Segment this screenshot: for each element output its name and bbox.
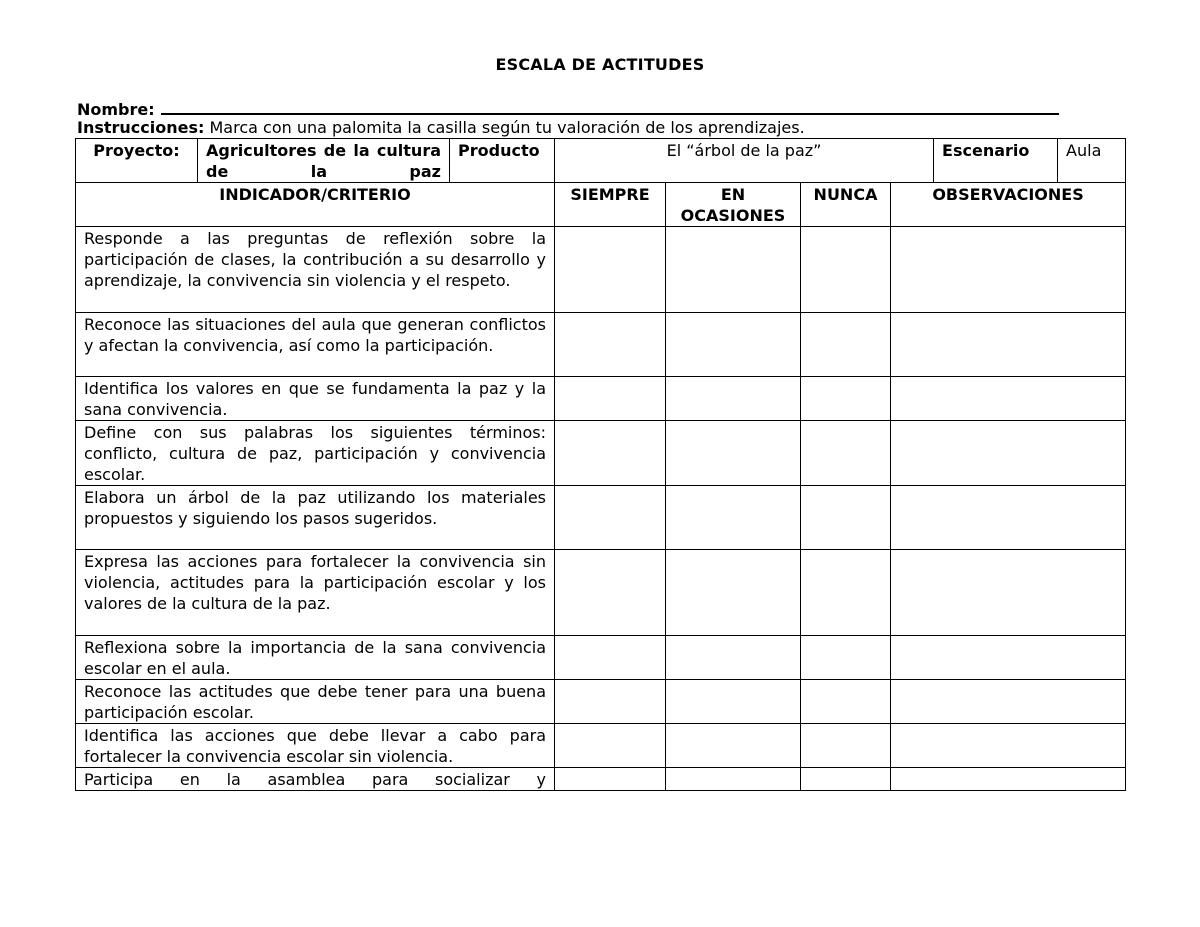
nunca-cell[interactable] — [801, 768, 891, 791]
siempre-cell[interactable] — [555, 680, 666, 724]
siempre-cell[interactable] — [555, 636, 666, 680]
document-title: ESCALA DE ACTITUDES — [495, 55, 705, 74]
nunca-cell[interactable] — [801, 550, 891, 636]
instrucciones-row — [77, 118, 805, 137]
observaciones-cell[interactable] — [891, 724, 1126, 768]
nombre-blank-line — [161, 97, 1059, 115]
proyecto-label: Proyecto: — [76, 139, 198, 183]
siempre-cell[interactable] — [555, 377, 666, 421]
producto-label: Producto — [450, 139, 555, 183]
en-ocasiones-cell[interactable] — [666, 724, 801, 768]
observaciones-cell[interactable] — [891, 680, 1126, 724]
table-row — [76, 680, 1126, 724]
indicator-text: Expresa las acciones para fortalecer la convivencia sin violencia, actitudes para la participación escolar y los valores de la cultura de la paz. — [76, 550, 555, 636]
table-row — [76, 313, 1126, 377]
nunca-cell[interactable] — [801, 421, 891, 486]
escala-table — [75, 138, 1126, 791]
indicator-text: Elabora un árbol de la paz utilizando los materiales propuestos y siguiendo los pasos sugeridos. — [76, 486, 555, 550]
nunca-cell[interactable] — [801, 636, 891, 680]
en-ocasiones-cell[interactable] — [666, 768, 801, 791]
nunca-cell[interactable] — [801, 377, 891, 421]
escenario-value: Aula — [1058, 139, 1126, 183]
table-row — [76, 724, 1126, 768]
observaciones-cell[interactable] — [891, 636, 1126, 680]
siempre-cell[interactable] — [555, 550, 666, 636]
observaciones-cell[interactable] — [891, 421, 1126, 486]
table-row — [76, 377, 1126, 421]
col-en-ocasiones-header: EN OCASIONES — [666, 183, 801, 227]
table-row — [76, 486, 1126, 550]
observaciones-cell[interactable] — [891, 377, 1126, 421]
en-ocasiones-cell[interactable] — [666, 550, 801, 636]
siempre-cell[interactable] — [555, 486, 666, 550]
en-ocasiones-cell[interactable] — [666, 377, 801, 421]
col-nunca-header: NUNCA — [801, 183, 891, 227]
indicator-text: Reconoce las actitudes que debe tener para una buena participación escolar. — [76, 680, 555, 724]
table-row — [76, 421, 1126, 486]
siempre-cell[interactable] — [555, 768, 666, 791]
nombre-label: Nombre: — [77, 100, 155, 119]
proyecto-value: Agricultores de la cultura de la paz — [198, 139, 450, 183]
observaciones-cell[interactable] — [891, 768, 1126, 791]
producto-value: El “árbol de la paz” — [555, 139, 934, 183]
col-observaciones-header: OBSERVACIONES — [891, 183, 1126, 227]
nunca-cell[interactable] — [801, 313, 891, 377]
instrucciones-label: Instrucciones: — [77, 118, 205, 137]
nunca-cell[interactable] — [801, 227, 891, 313]
escenario-label: Escenario — [934, 139, 1058, 183]
en-ocasiones-cell[interactable] — [666, 313, 801, 377]
en-ocasiones-cell[interactable] — [666, 680, 801, 724]
nunca-cell[interactable] — [801, 486, 891, 550]
table-row — [76, 227, 1126, 313]
instrucciones-text: Marca con una palomita la casilla según tu valoración de los aprendizajes. — [204, 118, 805, 137]
col-siempre-header: SIEMPRE — [555, 183, 666, 227]
siempre-cell[interactable] — [555, 313, 666, 377]
table-row — [76, 636, 1126, 680]
en-ocasiones-cell[interactable] — [666, 227, 801, 313]
table-row — [76, 768, 1126, 791]
observaciones-cell[interactable] — [891, 550, 1126, 636]
observaciones-cell[interactable] — [891, 227, 1126, 313]
indicator-text: Reconoce las situaciones del aula que generan conflictos y afectan la convivencia, así como la participación. — [76, 313, 555, 377]
indicator-text: Identifica las acciones que debe llevar a cabo para fortalecer la convivencia escolar sin violencia. — [76, 724, 555, 768]
indicator-text: Responde a las preguntas de reflexión sobre la participación de clases, la contribución a su desarrollo y aprendizaje, la convivencia sin violencia y el respeto. — [76, 227, 555, 313]
table-row — [76, 550, 1126, 636]
siempre-cell[interactable] — [555, 421, 666, 486]
en-ocasiones-cell[interactable] — [666, 486, 801, 550]
siempre-cell[interactable] — [555, 227, 666, 313]
project-header-row — [76, 139, 1126, 183]
col-indicador-header: INDICADOR/CRITERIO — [76, 183, 555, 227]
indicator-text: Participa en la asamblea para socializar y — [76, 768, 555, 791]
observaciones-cell[interactable] — [891, 486, 1126, 550]
indicator-text: Reflexiona sobre la importancia de la sana convivencia escolar en el aula. — [76, 636, 555, 680]
en-ocasiones-cell[interactable] — [666, 636, 801, 680]
nombre-row — [77, 97, 1059, 119]
en-ocasiones-cell[interactable] — [666, 421, 801, 486]
indicator-text: Identifica los valores en que se fundamenta la paz y la sana convivencia. — [76, 377, 555, 421]
observaciones-cell[interactable] — [891, 313, 1126, 377]
column-header-row — [76, 183, 1126, 227]
nunca-cell[interactable] — [801, 680, 891, 724]
nunca-cell[interactable] — [801, 724, 891, 768]
siempre-cell[interactable] — [555, 724, 666, 768]
indicator-text: Define con sus palabras los siguientes términos: conflicto, cultura de paz, participación y convivencia escolar. — [76, 421, 555, 486]
